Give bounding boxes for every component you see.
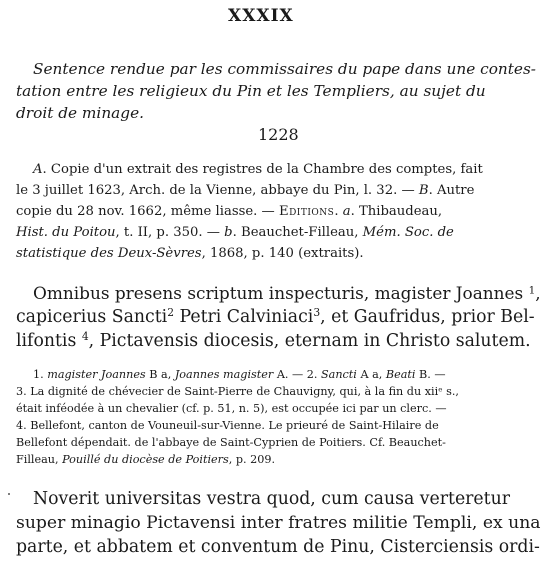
source-line [16, 247, 364, 260]
source-line [16, 205, 442, 218]
work-title: Hist. du Poitou [16, 225, 116, 240]
source-text: le 3 juillet 1623, Arch. de la Vienne, abbaye du Pin, l. 32. — [16, 183, 419, 198]
source-text: , 1868, p. 140 (extraits). [201, 246, 364, 261]
address-line [16, 306, 535, 327]
charter-number-heading: XXXIX [228, 6, 294, 26]
title-line: Sentence rendue par les commissaires du pape dans une contes- [33, 60, 536, 78]
address-line [16, 330, 531, 351]
note-text: B a, [145, 368, 175, 381]
note-text: Beati [385, 368, 416, 381]
source-text: . Thibaudeau, [350, 204, 443, 219]
footnote-ref: 4 [81, 330, 89, 344]
footnote-line: Bellefont dépendait. de l'abbaye de Saint-Cyprien de Poitiers. Cf. Beauchet- [16, 436, 446, 449]
address-text: Petri Calviniaci [174, 307, 314, 327]
source-line [16, 226, 454, 239]
footnote-ref: 3 [313, 306, 321, 320]
note-text: B. — [415, 368, 446, 381]
note-text: Filleau, [16, 453, 63, 466]
scan-speck [8, 493, 10, 495]
note-text: Sancti [321, 368, 357, 381]
work-title: statistique des Deux-Sèvres [16, 246, 202, 261]
title-line: tation entre les religieux du Pin et les Templiers, au sujet du [16, 82, 486, 100]
note-text: magister Joannes [47, 368, 146, 381]
footnote-line [33, 369, 446, 380]
siglum-a-lower: a [342, 204, 351, 219]
siglum-b: B [418, 183, 429, 198]
source-text: . Beauchet-Filleau, [232, 225, 363, 240]
address-text: Omnibus presens scriptum inspecturis, magister Joannes [33, 283, 524, 303]
footnote-ref: 1 [528, 284, 536, 297]
note-text: Joannes magister [174, 368, 274, 381]
source-text: . Autre [428, 183, 475, 198]
body-line: parte, et abbatem et conventum de Pinu, Cisterciensis ordi- [16, 537, 540, 557]
note-text: A. — 2. [273, 368, 321, 381]
note-text: A a, [356, 368, 386, 381]
source-line [33, 163, 483, 176]
source-text: , t. II, p. 350. — [115, 225, 225, 240]
footnote-ref: 2 [167, 306, 175, 320]
title-line: droit de minage. [16, 104, 144, 122]
siglum-b-lower: b [224, 225, 233, 240]
address-text: lifontis [16, 331, 77, 351]
source-text: . Copie d'un extrait des registres de la Chambre des comptes, fait [42, 162, 483, 177]
address-text: capicerius Sancti [16, 307, 168, 327]
note-text: 1. [33, 368, 48, 381]
siglum-a: A [33, 162, 43, 177]
body-line: super minagio Pictavensi inter fratres militie Templi, ex una [16, 513, 541, 533]
note-text: Pouillé du diocèse de Poitiers [62, 453, 229, 466]
charter-year: 1228 [258, 125, 299, 144]
note-text: , p. 209. [228, 453, 276, 466]
editions-label: Editions [278, 204, 335, 219]
address-line [33, 285, 541, 302]
address-text: , [535, 283, 541, 303]
work-title: Mém. Soc. de [362, 225, 454, 240]
address-text: , Pictavensis diocesis, eternam in Christo salutem. [88, 331, 531, 351]
footnote-line: 3. La dignité de chévecier de Saint-Pierre de Chauvigny, qui, à la fin du xiiᵉ s., [16, 385, 459, 398]
footnote-line: était inféodée à un chevalier (cf. p. 51, n. 5), est occupée ici par un clerc. — [16, 402, 447, 415]
address-text: , et Gaufridus, prior Bel- [320, 307, 535, 327]
source-text: copie du 28 nov. 1662, même liasse. — [16, 204, 279, 219]
body-line: Noverit universitas vestra quod, cum causa verteretur [33, 489, 510, 509]
footnote-line: 4. Bellefont, canton de Vouneuil-sur-Vienne. Le prieuré de Saint-Hilaire de [16, 419, 439, 432]
footnote-line [16, 454, 275, 465]
source-text: . [334, 204, 343, 219]
source-line [16, 184, 474, 197]
